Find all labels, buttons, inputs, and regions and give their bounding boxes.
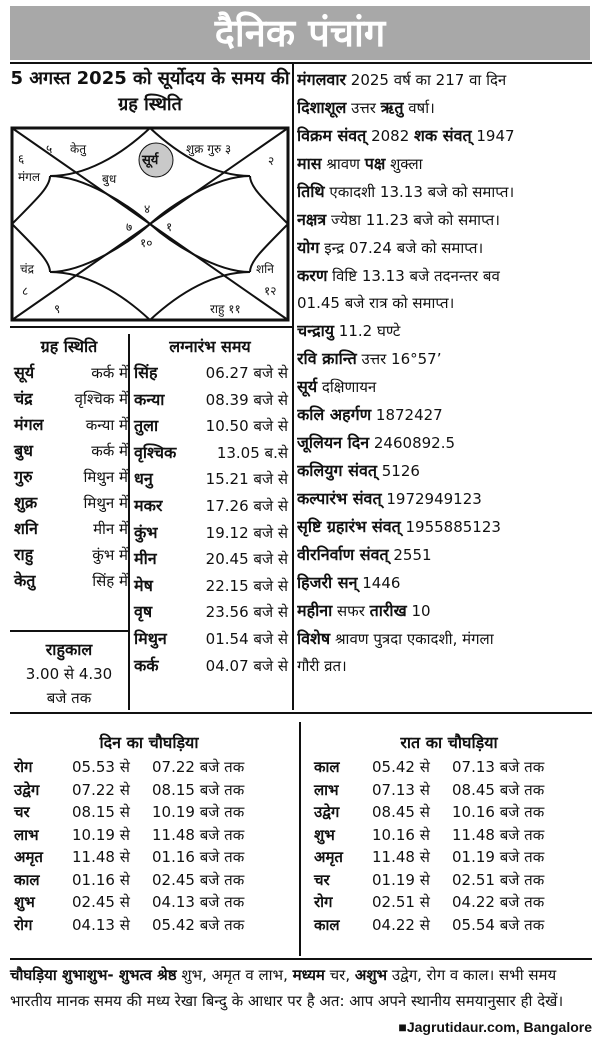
chog-start: 11.48 से xyxy=(72,848,130,866)
chog-row xyxy=(314,891,584,914)
lagna-name: कन्या xyxy=(134,389,165,409)
detail-row xyxy=(297,317,593,345)
detail-label: करण xyxy=(297,266,328,285)
chog-start: 04.13 से xyxy=(72,915,130,934)
planet-name: गुरु xyxy=(14,467,33,486)
footer-t1: शुभ, अमृत व लाभ, xyxy=(176,966,293,984)
chog-name: अमृत xyxy=(14,848,43,866)
lagna-name: कर्क xyxy=(134,655,159,675)
detail-label: चन्द्रायु xyxy=(297,321,335,340)
lagna-name: मेष xyxy=(134,575,153,595)
detail-value-2: शुक्ला xyxy=(385,155,423,173)
detail-value: 5126 xyxy=(376,462,420,480)
detail-label: कलि अहर्गण xyxy=(297,405,372,424)
chog-name: चर xyxy=(14,803,30,821)
detail-value: 1446 xyxy=(357,574,401,592)
footer-rule xyxy=(10,958,592,960)
lagna-time: 17.26 बजे से xyxy=(205,496,288,515)
lagna-name: मिथुन xyxy=(134,628,167,648)
detail-row xyxy=(297,234,593,262)
detail-row xyxy=(297,373,593,401)
night-chaughadiya xyxy=(314,730,584,936)
chog-name: रोग xyxy=(14,758,33,776)
chog-end: 05.42 बजे तक xyxy=(152,915,245,934)
detail-value: उत्तर xyxy=(346,99,381,117)
detail-row xyxy=(297,206,593,234)
chog-end: 05.54 बजे तक xyxy=(452,915,545,934)
house-4: ४ xyxy=(144,202,151,216)
chog-end: 02.45 बजे तक xyxy=(152,870,245,889)
lagna-row xyxy=(132,466,288,493)
grah-row xyxy=(10,490,128,516)
chog-name: शुभ xyxy=(314,825,335,844)
page-title: दैनिक पंचांग xyxy=(10,6,590,60)
chog-row xyxy=(14,846,284,869)
chog-end: 07.13 बजे तक xyxy=(452,758,545,776)
lagna-row xyxy=(132,493,288,520)
detail-label: विक्रम संवत् xyxy=(297,126,367,145)
night-chog-heading: रात का चौघड़िया xyxy=(400,733,498,752)
detail-label: जूलियन दिन xyxy=(297,433,370,452)
detail-label-2: पक्ष xyxy=(364,154,386,173)
lagna-name: तुला xyxy=(134,416,159,436)
chog-start: 04.22 से xyxy=(372,915,430,934)
chog-end: 02.51 बजे तक xyxy=(452,870,545,889)
lagna-time: 13.05 ब.से xyxy=(216,443,288,462)
detail-label: योग xyxy=(297,238,320,257)
rahukaal xyxy=(10,638,128,710)
detail-row xyxy=(297,122,593,150)
chog-end: 04.22 बजे तक xyxy=(452,893,545,911)
lagna-name: मीन xyxy=(134,549,157,569)
chog-end: 10.19 बजे तक xyxy=(152,803,245,821)
chog-row xyxy=(14,801,284,824)
lagna-time: 23.56 बजे से xyxy=(205,603,288,622)
chog-start: 02.45 से xyxy=(72,893,130,911)
chog-start: 11.48 से xyxy=(372,848,430,866)
chog-row xyxy=(14,869,284,892)
detail-value-2: 1947 xyxy=(471,127,515,145)
planet-name: शनि xyxy=(14,519,38,538)
detail-value: इन्द्र 07.24 बजे को समाप्त। xyxy=(319,239,484,257)
rahu-rule xyxy=(10,630,128,632)
detail-value: 01.45 बजे रात्र को समाप्त। xyxy=(297,294,455,312)
chog-top-rule xyxy=(10,712,592,714)
kundali-chart xyxy=(10,126,290,322)
house-6: ६ xyxy=(18,152,25,166)
house-shani: शनि xyxy=(256,262,274,276)
detail-row xyxy=(297,178,593,206)
rahukaal-suffix: बजे तक xyxy=(46,689,92,707)
grah-row xyxy=(10,464,128,490)
chog-row xyxy=(314,801,584,824)
center-divider xyxy=(292,62,294,710)
detail-label: मंगलवार xyxy=(297,70,347,89)
lagna-name: वृश्चिक xyxy=(134,442,177,462)
day-chog-heading: दिन का चौघड़िया xyxy=(99,733,199,752)
detail-value: श्रावण xyxy=(321,155,365,173)
chog-start: 07.22 से xyxy=(72,780,130,799)
detail-value: सफर xyxy=(332,602,370,620)
chog-row xyxy=(14,891,284,914)
planet-sign: मिथुन में xyxy=(83,468,128,486)
chog-start: 01.19 से xyxy=(372,870,430,889)
chog-start: 05.53 से xyxy=(72,758,130,776)
planet-name: मंगल xyxy=(14,415,44,434)
planet-sign: मिथुन में xyxy=(83,494,128,512)
planet-sign: वृश्चिक में xyxy=(74,390,128,408)
lagna-row xyxy=(132,653,288,680)
chog-row xyxy=(314,756,584,779)
lagna-row xyxy=(132,573,288,600)
lagna-name: मकर xyxy=(134,495,163,515)
detail-row xyxy=(297,541,593,569)
planet-sign: कुंभ में xyxy=(92,546,128,564)
detail-label: तिथि xyxy=(297,182,325,201)
detail-value: 11.2 घण्टे xyxy=(334,322,401,340)
detail-row xyxy=(297,345,593,373)
house-mangal: मंगल xyxy=(18,170,41,184)
chog-row xyxy=(314,824,584,847)
chog-name: काल xyxy=(314,758,340,776)
chog-start: 08.45 से xyxy=(372,803,430,821)
source-credit: ■Jagrutidaur.com, Bangalore xyxy=(398,1019,592,1035)
detail-label: विशेष xyxy=(297,629,331,648)
footer-b3: मध्यम xyxy=(292,966,325,984)
chog-name: चर xyxy=(314,870,330,889)
detail-row xyxy=(297,653,593,680)
footer-note xyxy=(10,962,592,1040)
planet-name: चंद्र xyxy=(14,389,33,408)
chog-start: 07.13 से xyxy=(372,780,430,799)
lagna-row xyxy=(132,360,288,387)
detail-row xyxy=(297,401,593,429)
detail-label: वीरनिर्वाण संवत् xyxy=(297,545,389,564)
detail-value: दक्षिणायन xyxy=(317,378,377,396)
lagna-heading: लग्नारंभ समय xyxy=(169,337,251,356)
chart-heading: 5 अगस्त 2025 को सूर्योदय के समय की ग्रह स्थिति xyxy=(10,68,290,115)
lagna-time: 22.15 बजे से xyxy=(205,576,288,595)
lagna-time: 04.07 बजे से xyxy=(205,656,288,675)
planet-name: राहु xyxy=(14,545,34,564)
detail-label: मास xyxy=(297,154,322,173)
chog-name: उद्वेग xyxy=(314,803,340,821)
sun-label: सूर्य xyxy=(142,153,159,168)
detail-value: 2551 xyxy=(388,546,432,564)
detail-label: सूर्य xyxy=(297,377,318,396)
chog-divider xyxy=(299,722,301,956)
lagna-row xyxy=(132,440,288,467)
chog-start: 01.16 से xyxy=(72,870,130,889)
detail-row xyxy=(297,485,593,513)
lagna-name: सिंह xyxy=(134,363,158,382)
chog-name: लाभ xyxy=(14,825,39,844)
lagna-row xyxy=(132,626,288,653)
detail-value: 1972949123 xyxy=(381,490,482,508)
chog-end: 11.48 बजे तक xyxy=(452,825,545,844)
planet-sign: मीन में xyxy=(93,520,128,538)
house-budh: बुध xyxy=(102,172,117,186)
planet-sign: कर्क में xyxy=(91,364,128,382)
detail-row xyxy=(297,150,593,178)
lagna-row xyxy=(132,413,288,440)
lagna-row xyxy=(132,520,288,547)
house-1: १ xyxy=(166,220,173,234)
planet-sign: कन्या में xyxy=(85,416,128,434)
chog-end: 11.48 बजे तक xyxy=(152,825,245,844)
house-ketu: केतु xyxy=(70,142,87,156)
house-10: १० xyxy=(140,236,153,250)
detail-row xyxy=(297,66,593,94)
chog-end: 08.15 बजे तक xyxy=(152,780,245,799)
detail-value: गौरी व्रत। xyxy=(297,657,347,675)
rahukaal-time: 3.00 से 4.30 xyxy=(25,665,113,683)
detail-row xyxy=(297,94,593,122)
chart-bottom-rule xyxy=(10,326,292,328)
detail-value: ज्येष्ठा 11.23 बजे को समाप्त। xyxy=(326,211,500,229)
chog-name: रोग xyxy=(314,893,333,911)
chog-end: 01.19 बजे तक xyxy=(452,848,545,866)
chog-name: काल xyxy=(314,915,340,934)
grah-row xyxy=(10,386,128,412)
detail-row xyxy=(297,262,593,290)
detail-value: 1955885123 xyxy=(400,518,501,536)
detail-row xyxy=(297,513,593,541)
detail-label: कल्पारंभ संवत् xyxy=(297,489,382,508)
planet-name: केतु xyxy=(14,571,36,590)
grah-row xyxy=(10,516,128,542)
footer-b4: अशुभ xyxy=(354,966,388,984)
chog-end: 07.22 बजे तक xyxy=(152,758,245,776)
chog-row xyxy=(314,779,584,802)
lagna-time: 20.45 बजे से xyxy=(205,550,288,569)
chog-start: 10.16 से xyxy=(372,825,430,844)
chog-row xyxy=(314,869,584,892)
lagna-time: 08.39 बजे से xyxy=(205,390,288,409)
planet-name: शुक्र xyxy=(14,493,38,512)
lagna-row xyxy=(132,387,288,414)
lagna-row xyxy=(132,546,288,573)
house-8: ८ xyxy=(22,284,29,298)
day-chaughadiya xyxy=(14,730,284,936)
chog-name: अमृत xyxy=(314,848,343,866)
panchang-details xyxy=(297,66,593,680)
chog-row xyxy=(14,914,284,937)
chog-name: उद्वेग xyxy=(14,780,40,799)
detail-label: महीना xyxy=(297,601,333,620)
chog-start: 10.19 से xyxy=(72,825,130,844)
chog-end: 10.16 बजे तक xyxy=(452,803,545,821)
detail-row xyxy=(297,457,593,485)
footer-t3: उद्वेग, रोग व काल। सभी समय भारतीय मानक समय की मध्य रेखा बिन्दु के आधार पर है अत: आप अपने स्थानीय समयानुसार ही देखें। xyxy=(10,966,564,1010)
grah-sthiti xyxy=(10,334,128,594)
house-9: ९ xyxy=(54,302,61,316)
chog-row xyxy=(14,824,284,847)
detail-value: श्रावण पुत्रदा एकादशी, मंगला xyxy=(330,630,494,648)
detail-value-2: वर्षा। xyxy=(403,99,435,117)
chog-name: रोग xyxy=(14,915,33,934)
grah-lagna-divider xyxy=(128,334,130,710)
grah-row xyxy=(10,438,128,464)
chog-end: 01.16 बजे तक xyxy=(152,848,245,866)
chog-row xyxy=(14,779,284,802)
grah-heading: ग्रह स्थिति xyxy=(40,337,98,356)
detail-row xyxy=(297,597,593,625)
grah-row xyxy=(10,412,128,438)
detail-value: 2082 xyxy=(366,127,415,145)
chog-name: लाभ xyxy=(314,780,339,799)
detail-value-2: 10 xyxy=(406,602,431,620)
detail-label-2: शक संवत् xyxy=(414,126,472,145)
chog-start: 02.51 से xyxy=(372,893,430,911)
detail-label: सृष्टि ग्रहारंभ संवत् xyxy=(297,517,401,536)
footer-t2: चर, xyxy=(324,966,355,984)
detail-value: 2460892.5 xyxy=(369,434,456,452)
detail-value: 2025 वर्ष का 217 वा दिन xyxy=(346,71,507,89)
detail-row xyxy=(297,290,593,317)
detail-value: एकादशी 13.13 बजे को समाप्त। xyxy=(324,183,515,201)
chog-end: 04.13 बजे तक xyxy=(152,893,245,911)
lagna-time: 06.27 बजे से xyxy=(205,364,288,382)
lagnarambh xyxy=(132,334,288,679)
planet-sign: सिंह में xyxy=(92,572,128,590)
detail-value: विष्टि 13.13 बजे तदनन्तर बव xyxy=(327,267,500,285)
rahukaal-heading: राहुकाल xyxy=(45,640,93,659)
lagna-time: 01.54 बजे से xyxy=(205,629,288,648)
chog-row xyxy=(314,914,584,937)
detail-label: कलियुग संवत् xyxy=(297,461,377,480)
footer-b2: शुभत्व श्रेष्ठ xyxy=(113,966,177,984)
lagna-row xyxy=(132,599,288,626)
lagna-name: धनु xyxy=(134,469,153,489)
grah-row xyxy=(10,360,128,386)
chog-end: 08.45 बजे तक xyxy=(452,780,545,799)
chog-start: 05.42 से xyxy=(372,758,430,776)
lagna-time: 15.21 बजे से xyxy=(205,470,288,489)
house-shukra-guru: शुक्र गुरु ३ xyxy=(186,142,232,156)
lagna-time: 19.12 बजे से xyxy=(205,523,288,542)
detail-row xyxy=(297,429,593,457)
chog-name: काल xyxy=(14,870,40,889)
grah-row xyxy=(10,542,128,568)
planet-name: बुध xyxy=(14,441,33,460)
chog-row xyxy=(314,846,584,869)
chog-start: 08.15 से xyxy=(72,803,130,821)
footer-b1: चौघड़िया शुभाशुभ- xyxy=(10,966,114,984)
detail-label: रवि क्रान्ति xyxy=(297,349,357,368)
detail-label: नक्षत्र xyxy=(297,210,327,229)
house-7: ७ xyxy=(126,220,133,234)
detail-value: उत्तर 16°57’ xyxy=(356,350,442,368)
house-12: १२ xyxy=(264,284,277,298)
top-rule xyxy=(10,62,592,64)
chog-name: शुभ xyxy=(14,893,35,911)
detail-value: 1872427 xyxy=(371,406,443,424)
detail-row xyxy=(297,569,593,597)
planet-sign: कर्क में xyxy=(91,442,128,460)
grah-row xyxy=(10,568,128,594)
house-5: ५ xyxy=(46,142,53,156)
lagna-time: 10.50 बजे से xyxy=(205,417,288,436)
house-2: २ xyxy=(268,154,275,168)
detail-row xyxy=(297,625,593,653)
detail-label: दिशाशूल xyxy=(297,98,347,117)
house-chandra: चंद्र xyxy=(20,262,34,276)
lagna-name: कुंभ xyxy=(134,522,158,542)
detail-label-2: तारीख xyxy=(369,601,407,620)
house-rahu: राहु ११ xyxy=(210,302,241,316)
detail-label-2: ऋतु xyxy=(380,98,404,117)
lagna-name: वृष xyxy=(134,602,153,622)
chog-row xyxy=(14,756,284,779)
detail-label: हिजरी सन् xyxy=(297,573,358,592)
planet-name: सूर्य xyxy=(14,363,35,382)
